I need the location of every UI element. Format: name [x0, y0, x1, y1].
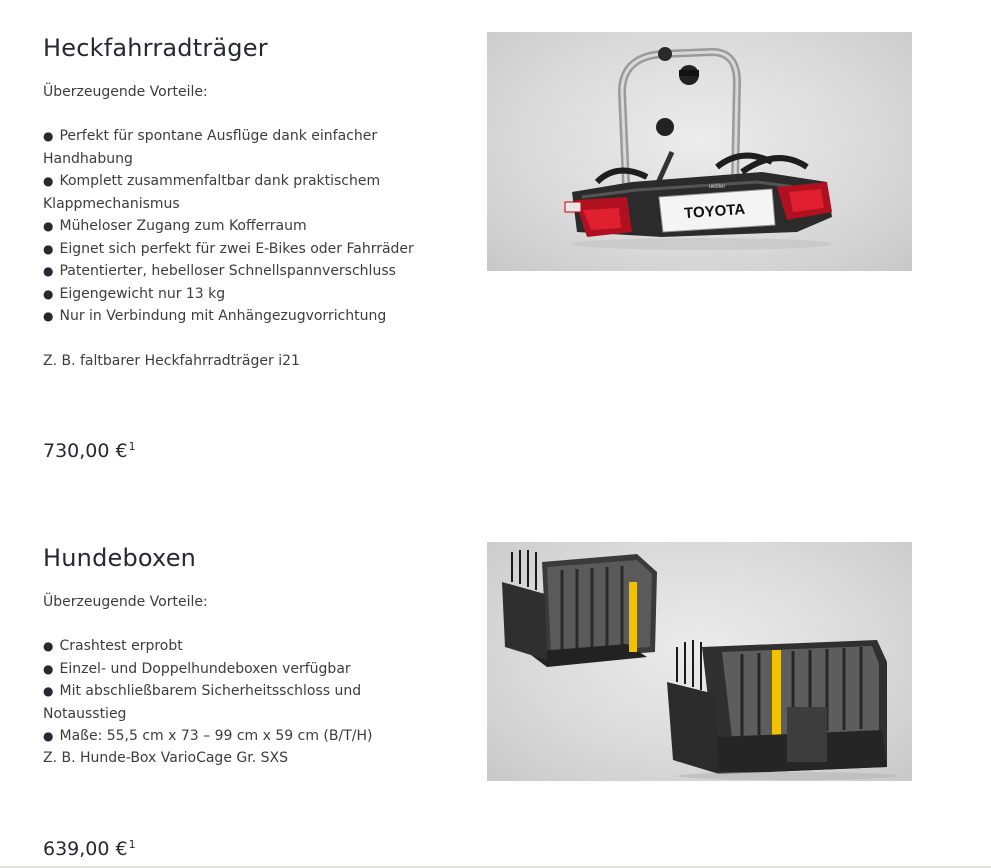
- product-section-dog-box: [0, 510, 991, 868]
- bullet-icon: ●: [43, 219, 54, 233]
- brand-text: TOYOTA: [683, 200, 746, 223]
- list-item: ● Komplett zusammenfaltbar dank praktischem Klappmechanismus: [43, 170, 433, 215]
- price: 730,00 €$^1$: [43, 440, 136, 462]
- bullet-icon: ●: [43, 684, 54, 698]
- bullet-icon: ●: [43, 241, 54, 256]
- bullet-icon: ●: [43, 286, 54, 301]
- bullet-icon: ●: [43, 264, 54, 278]
- list-item: ● Einzel- und Doppelhundeboxen verfügbar: [43, 658, 433, 681]
- bullet-icon: ●: [43, 729, 54, 743]
- advantages-list: [43, 125, 433, 328]
- advantages-label: Überzeugende Vorteile:: [43, 594, 208, 610]
- list-item: ● Maße: 55,5 cm x 73 – 99 cm x 59 cm (B/T/H): [43, 725, 433, 748]
- product-title: Heckfahrradträger: [43, 34, 268, 62]
- list-item: ● Crashtest erprobt: [43, 635, 433, 658]
- bike-carrier-image: [487, 32, 912, 271]
- price-footnote: 1: [128, 838, 136, 851]
- list-item: ● Patentierter, hebelloser Schnellspannverschluss: [43, 260, 433, 283]
- price: 639,00 €$^1$: [43, 838, 136, 860]
- bullet-icon: ●: [43, 129, 54, 143]
- product-title: Hundeboxen: [43, 544, 197, 572]
- advantages-label: Überzeugende Vorteile:: [43, 84, 208, 100]
- bullet-icon: ●: [43, 309, 54, 323]
- example-text: Z. B. faltbarer Heckfahrradträger i21: [43, 353, 300, 369]
- list-item: ● Mit abschließbarem Sicherheitsschloss und Notausstieg: [43, 680, 433, 725]
- advantages-list: [43, 635, 433, 748]
- example-text: Z. B. Hunde-Box VarioCage Gr. SXS: [43, 750, 288, 766]
- list-item: ● Eigengewicht nur 13 kg: [43, 283, 433, 306]
- list-item: ● Perfekt für spontane Ausflüge dank einfacher Handhabung: [43, 125, 433, 170]
- bullet-icon: ●: [43, 174, 54, 188]
- list-item: ● Müheloser Zugang zum Kofferraum: [43, 215, 433, 238]
- list-item: ● Eignet sich perfekt für zwei E-Bikes oder Fahrräder: [43, 238, 433, 261]
- small-brand-text: uebler: [708, 184, 726, 190]
- bullet-icon: ●: [43, 661, 54, 676]
- price-footnote: 1: [128, 440, 136, 453]
- bullet-icon: ●: [43, 639, 54, 653]
- list-item: ● Nur in Verbindung mit Anhängezugvorrichtung: [43, 305, 433, 328]
- dog-box-image: [487, 542, 912, 781]
